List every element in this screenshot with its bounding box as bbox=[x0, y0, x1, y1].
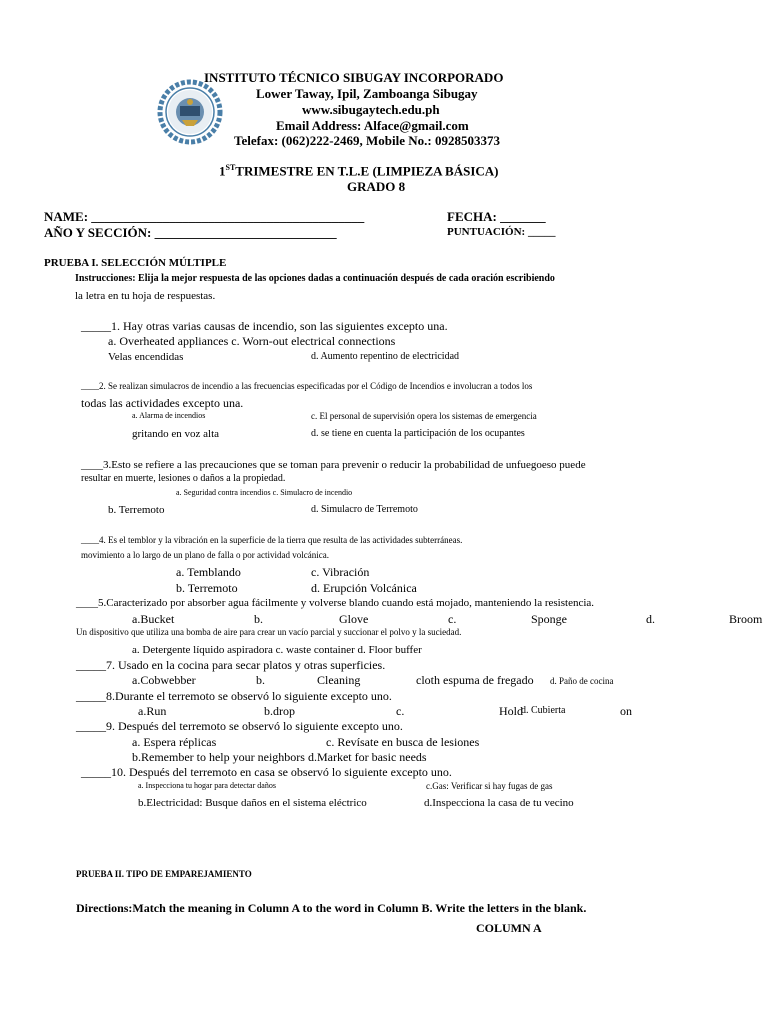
q2-option-c: c. El personal de supervisión opera los sistemas de emergencia bbox=[311, 411, 537, 421]
q4-stem: ____4. Es el temblor y la vibración en la superficie de la tierra que resulta de las actividades subterráneas. bbox=[81, 535, 463, 545]
q8-option-a: a.Run bbox=[138, 704, 167, 718]
ordinal-number: 1 bbox=[219, 163, 226, 179]
anio-seccion-field: AÑO Y SECCIÓN: ____________________________ bbox=[44, 225, 337, 240]
school-name: INSTITUTO TÉCNICO SIBUGAY INCORPORADO bbox=[204, 70, 504, 85]
q7-option-b-text: Cleaning bbox=[317, 673, 361, 687]
q8-stem: _____8.Durante el terremoto se observó lo siguiente excepto uno. bbox=[76, 689, 392, 703]
grade-level: GRADO 8 bbox=[347, 179, 406, 194]
q9-option-a: a. Espera réplicas bbox=[132, 735, 217, 749]
q8-option-on: on bbox=[620, 704, 632, 718]
q7-option-b-letter: b. bbox=[256, 673, 265, 687]
q10-option-b: b.Electricidad: Busque daños en el sistema eléctrico bbox=[138, 797, 367, 809]
q2-stem: ____2. Se realizan simulacros de incendio a las frecuencias especificadas por el Código de Incendios e involucran a todos los bbox=[81, 381, 533, 391]
q4-option-c: c. Vibración bbox=[311, 565, 370, 579]
q5-option-a: a.Bucket bbox=[132, 612, 175, 626]
q4-option-a: a. Temblando bbox=[176, 565, 241, 579]
q5-option-c-letter: c. bbox=[448, 612, 457, 626]
q2-option-b: gritando en voz alta bbox=[132, 428, 220, 440]
test2-heading: PRUEBA II. TIPO DE EMPAREJAMIENTO bbox=[76, 869, 252, 879]
column-a-heading: COLUMN A bbox=[476, 921, 542, 935]
school-seal-logo bbox=[152, 78, 228, 146]
fecha-field: FECHA: _______ bbox=[447, 209, 546, 224]
q3-stem-cont: resultar en muerte, lesiones o daños a la propiedad. bbox=[81, 473, 286, 484]
q1-option-d: d. Aumento repentino de electricidad bbox=[311, 351, 460, 362]
q2-stem-cont: todas las actividades excepto una. bbox=[81, 396, 244, 410]
q3-options-ac: a. Seguridad contra incendios c. Simulacro de incendio bbox=[176, 488, 353, 497]
school-phone: Telefax: (062)222-2469, Mobile No.: 0928503373 bbox=[234, 133, 500, 148]
q5-stem: ____5.Caracterizado por absorber agua fácilmente y volverse blando cuando está mojado, manteniendo la resistencia. bbox=[76, 597, 595, 609]
test1-instructions-line2: la letra en tu hoja de respuestas. bbox=[75, 290, 216, 302]
q5-option-d-text: Broom bbox=[729, 612, 763, 626]
exam-title bbox=[219, 164, 498, 179]
q1-option-b: Velas encendidas bbox=[108, 351, 184, 363]
q3-option-b: b. Terremoto bbox=[108, 504, 165, 516]
q2-option-d: d. se tiene en cuenta la participación de los ocupantes bbox=[311, 428, 525, 439]
q5-option-b-text: Glove bbox=[339, 612, 369, 626]
q8-option-d: d. Cubierta bbox=[521, 705, 566, 716]
q4-stem-cont: movimiento a lo largo de un plano de falla o por actividad volcánica. bbox=[81, 550, 330, 560]
q8-option-b: b.drop bbox=[264, 704, 295, 718]
q4-option-b: b. Terremoto bbox=[176, 581, 238, 595]
puntuacion-field: PUNTUACIÓN: _____ bbox=[447, 226, 556, 238]
q1-stem: _____1. Hay otras varias causas de incendio, son las siguientes excepto una. bbox=[81, 319, 448, 333]
q8-option-c-text: Hold bbox=[499, 704, 523, 718]
q9-option-c: c. Revísate en busca de lesiones bbox=[326, 735, 480, 749]
q4-option-d: d. Erupción Volcánica bbox=[311, 581, 417, 595]
q6-stem: Un dispositivo que utiliza una bomba de aire para crear un vacío parcial y succionar el polvo y la suciedad. bbox=[76, 627, 462, 637]
q3-option-d: d. Simulacro de Terremoto bbox=[311, 504, 418, 515]
q2-option-a: a. Alarma de incendios bbox=[132, 411, 206, 420]
q8-option-c-letter: c. bbox=[396, 704, 405, 718]
q10-stem: _____10. Después del terremoto en casa se observó lo siguiente excepto uno. bbox=[81, 765, 452, 779]
q3-stem: ____3.Esto se refiere a las precauciones que se toman para prevenir o reducir la probabilidad de unfuegoeso puede bbox=[81, 459, 586, 471]
school-email: Email Address: Alface@gmail.com bbox=[276, 118, 469, 133]
q10-option-a: a. Inspecciona tu hogar para detectar daños bbox=[138, 781, 276, 790]
name-field: NAME: __________________________________________ bbox=[44, 209, 365, 224]
ordinal-superscript: ST bbox=[225, 163, 236, 172]
test1-heading: PRUEBA I. SELECCIÓN MÚLTIPLE bbox=[44, 257, 227, 269]
test1-instructions-line1: Instrucciones: Elija la mejor respuesta de las opciones dadas a continuación después de cada oración escribiendo bbox=[75, 273, 555, 284]
q6-options: a. Detergente líquido aspiradora c. waste container d. Floor buffer bbox=[132, 644, 422, 656]
school-website: www.sibugaytech.edu.ph bbox=[302, 102, 440, 117]
exam-title-text: TRIMESTRE EN T.L.E (LIMPIEZA BÁSICA) bbox=[235, 163, 499, 179]
q5-option-d-letter: d. bbox=[646, 612, 655, 626]
q10-option-d: d.Inspecciona la casa de tu vecino bbox=[424, 797, 574, 809]
q1-options-ac: a. Overheated appliances c. Worn-out electrical connections bbox=[108, 334, 396, 348]
q5-option-b-letter: b. bbox=[254, 612, 263, 626]
q10-option-c: c.Gas: Verificar si hay fugas de gas bbox=[426, 781, 553, 791]
q9-options-bd: b.Remember to help your neighbors d.Market for basic needs bbox=[132, 750, 427, 764]
school-address: Lower Taway, Ipil, Zamboanga Sibugay bbox=[256, 86, 478, 101]
test2-directions: Directions:Match the meaning in Column A to the word in Column B. Write the letters in the blank. bbox=[76, 901, 587, 915]
q5-option-c-text: Sponge bbox=[531, 612, 567, 626]
q7-stem: _____7. Usado en la cocina para secar platos y otras superficies. bbox=[76, 658, 386, 672]
q9-stem: _____9. Después del terremoto se observó lo siguiente excepto uno. bbox=[76, 719, 403, 733]
q7-option-d: d. Paño de cocina bbox=[550, 676, 614, 686]
q7-option-c: cloth espuma de fregado bbox=[416, 673, 534, 687]
q7-option-a: a.Cobwebber bbox=[132, 673, 196, 687]
